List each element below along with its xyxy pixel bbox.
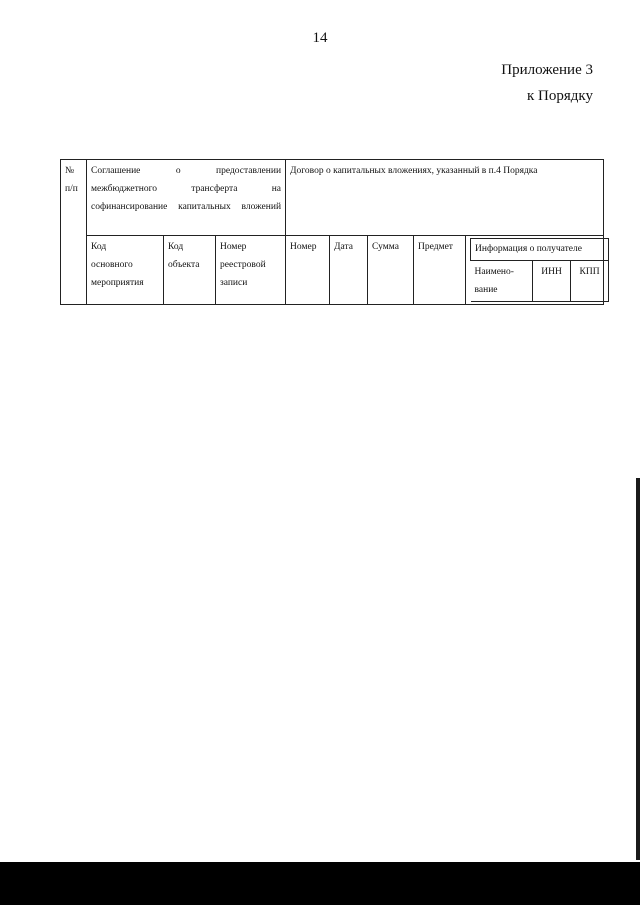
contract-number-header: Номер (286, 236, 330, 305)
recipient-name-header: Наимено- вание (471, 261, 533, 302)
contract-header: Договор о капитальных вложениях, указанный в п.4 Порядка (286, 160, 604, 236)
contract-date-header: Дата (330, 236, 368, 305)
appendix-reference: к Порядку (527, 88, 593, 104)
agreement-header: Соглашение о предоставлении межбюджетного трансферта на софинансирование капитальных вложений (87, 160, 286, 236)
event-code-header: Код основного мероприятия (87, 236, 164, 305)
recipient-info-cell (466, 236, 604, 305)
registry-number-header: Номер реестровой записи (216, 236, 286, 305)
row-number-header: № п/п (61, 160, 87, 305)
recipient-info-header: Информация о получателе (471, 239, 609, 261)
scan-edge-right (636, 478, 640, 860)
object-code-header: Код объекта (164, 236, 216, 305)
contract-subject-header: Предмет (414, 236, 466, 305)
scan-edge-bottom (0, 862, 640, 905)
capital-investment-table (60, 159, 604, 305)
page-number: 14 (312, 30, 328, 46)
recipient-kpp-header: КПП (571, 261, 609, 302)
contract-sum-header: Сумма (368, 236, 414, 305)
recipient-inn-header: ИНН (533, 261, 571, 302)
appendix-title: Приложение 3 (501, 62, 593, 78)
